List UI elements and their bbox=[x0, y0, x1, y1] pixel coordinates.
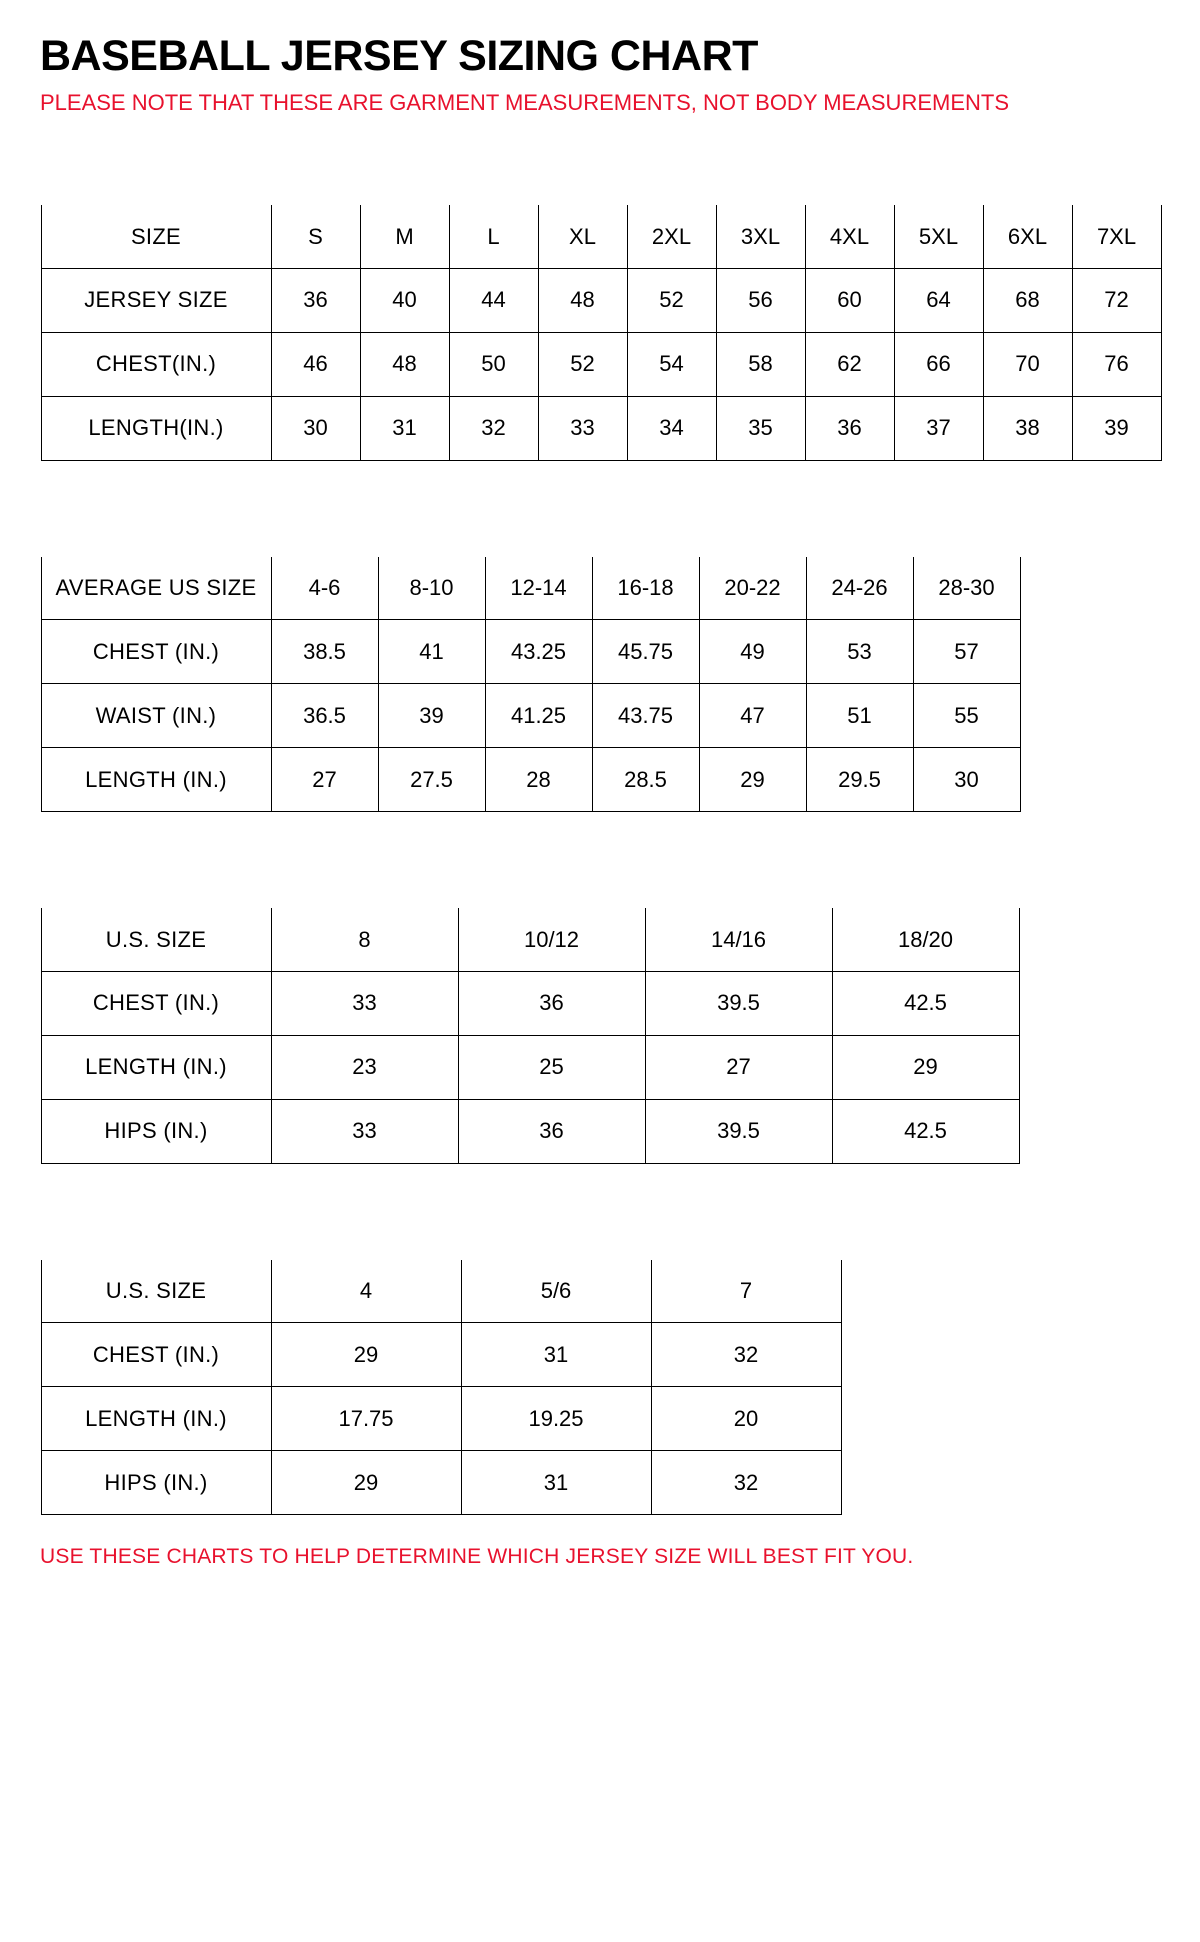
boys-size-yth-s: YTH S bbox=[271, 843, 458, 907]
womens-chest-m: 41 bbox=[378, 620, 485, 684]
mens-jersey-size-m: 40 bbox=[360, 268, 449, 332]
womens-table-body bbox=[41, 492, 1020, 812]
womens-size-4xl: 4XL bbox=[913, 492, 1020, 556]
preschool-header-row bbox=[41, 1195, 841, 1259]
boys-us-size-yth-m: 10/12 bbox=[458, 907, 645, 971]
womens-label: WOMEN’S bbox=[41, 492, 271, 556]
womens-length-l: 28 bbox=[485, 748, 592, 812]
mens-size-l: L bbox=[449, 204, 538, 268]
preschool-label: PRESCHOOL bbox=[41, 1195, 271, 1259]
mens-jersey-size-3xl: 56 bbox=[716, 268, 805, 332]
table-row bbox=[41, 1259, 841, 1323]
mens-jersey-size-4xl: 60 bbox=[805, 268, 894, 332]
womens-size-xl: XL bbox=[592, 492, 699, 556]
mens-size-6xl: 6XL bbox=[983, 204, 1072, 268]
preschool-hips-l: 32 bbox=[651, 1451, 841, 1515]
mens-sizing-table bbox=[40, 139, 1162, 461]
preschool-size-m: M bbox=[461, 1195, 651, 1259]
mens-length-s: 30 bbox=[271, 396, 360, 460]
mens-header-row bbox=[41, 204, 1161, 268]
mens-size-xl: XL bbox=[538, 204, 627, 268]
mens-jersey-size-l: 44 bbox=[449, 268, 538, 332]
mens-size-4xl: 4XL bbox=[805, 204, 894, 268]
womens-chest-l: 43.25 bbox=[485, 620, 592, 684]
boys-length-yth-l: 27 bbox=[645, 1035, 832, 1099]
womens-row-label-length: LENGTH (IN.) bbox=[41, 748, 271, 812]
womens-chest-3xl: 53 bbox=[806, 620, 913, 684]
womens-waist-2xl: 47 bbox=[699, 684, 806, 748]
boys-chest-yth-xl: 42.5 bbox=[832, 971, 1019, 1035]
boys-label: BOYS bbox=[41, 843, 271, 907]
womens-chest-2xl: 49 bbox=[699, 620, 806, 684]
table-row bbox=[41, 1451, 841, 1515]
preschool-chest-s: 29 bbox=[271, 1323, 461, 1387]
boys-length-yth-m: 25 bbox=[458, 1035, 645, 1099]
mens-jersey-size-s: 36 bbox=[271, 268, 360, 332]
womens-waist-3xl: 51 bbox=[806, 684, 913, 748]
footer-note: USE THESE CHARTS TO HELP DETERMINE WHICH JERSEY SIZE WILL BEST FIT YOU. bbox=[40, 1545, 914, 1569]
womens-size-l: L bbox=[485, 492, 592, 556]
womens-chest-s: 38.5 bbox=[271, 620, 378, 684]
mens-length-m: 31 bbox=[360, 396, 449, 460]
mens-chest-l: 50 bbox=[449, 332, 538, 396]
mens-length-3xl: 35 bbox=[716, 396, 805, 460]
table-row bbox=[41, 268, 1161, 332]
preschool-length-m: 19.25 bbox=[461, 1387, 651, 1451]
preschool-us-size-s: 4 bbox=[271, 1259, 461, 1323]
mens-size-2xl: 2XL bbox=[627, 204, 716, 268]
table-row bbox=[41, 332, 1161, 396]
boys-chest-yth-m: 36 bbox=[458, 971, 645, 1035]
boys-us-size-yth-xl: 18/20 bbox=[832, 907, 1019, 971]
mens-row-label-length: LENGTH(IN.) bbox=[41, 396, 271, 460]
mens-size-7xl: 7XL bbox=[1072, 204, 1161, 268]
mens-table-body bbox=[41, 140, 1161, 460]
preschool-chest-l: 32 bbox=[651, 1323, 841, 1387]
boys-us-size-yth-s: 8 bbox=[271, 907, 458, 971]
mens-chest-s: 46 bbox=[271, 332, 360, 396]
preschool-row-label-hips: HIPS (IN.) bbox=[41, 1451, 271, 1515]
table-row bbox=[41, 1099, 1019, 1163]
table-row bbox=[41, 748, 1020, 812]
boys-table-body bbox=[41, 843, 1019, 1163]
table-row bbox=[41, 396, 1161, 460]
mens-length-6xl: 38 bbox=[983, 396, 1072, 460]
womens-sizing-table bbox=[40, 491, 1021, 813]
mens-chest-3xl: 58 bbox=[716, 332, 805, 396]
womens-us-size-xl: 16-18 bbox=[592, 556, 699, 620]
womens-us-size-m: 8-10 bbox=[378, 556, 485, 620]
womens-chest-xl: 45.75 bbox=[592, 620, 699, 684]
mens-chest-5xl: 66 bbox=[894, 332, 983, 396]
womens-waist-m: 39 bbox=[378, 684, 485, 748]
boys-length-yth-xl: 29 bbox=[832, 1035, 1019, 1099]
boys-hips-yth-m: 36 bbox=[458, 1099, 645, 1163]
table-row bbox=[41, 1387, 841, 1451]
mens-length-7xl: 39 bbox=[1072, 396, 1161, 460]
mens-size-label: SIZE bbox=[41, 204, 271, 268]
preschool-hips-s: 29 bbox=[271, 1451, 461, 1515]
preschool-row-label-chest: CHEST (IN.) bbox=[41, 1323, 271, 1387]
mens-row-label-chest: CHEST(IN.) bbox=[41, 332, 271, 396]
preschool-length-s: 17.75 bbox=[271, 1387, 461, 1451]
womens-length-2xl: 29 bbox=[699, 748, 806, 812]
boys-header-row bbox=[41, 843, 1019, 907]
table-row bbox=[41, 620, 1020, 684]
preschool-row-label-us-size: U.S. SIZE bbox=[41, 1259, 271, 1323]
mens-chest-7xl: 76 bbox=[1072, 332, 1161, 396]
mens-length-4xl: 36 bbox=[805, 396, 894, 460]
preschool-row-label-length: LENGTH (IN.) bbox=[41, 1387, 271, 1451]
womens-header-row bbox=[41, 492, 1020, 556]
mens-jersey-size-xl: 48 bbox=[538, 268, 627, 332]
table-row bbox=[41, 684, 1020, 748]
mens-chest-m: 48 bbox=[360, 332, 449, 396]
boys-size-yth-m: YTH M bbox=[458, 843, 645, 907]
womens-row-label-chest: CHEST (IN.) bbox=[41, 620, 271, 684]
table-row bbox=[41, 1035, 1019, 1099]
womens-waist-l: 41.25 bbox=[485, 684, 592, 748]
womens-waist-s: 36.5 bbox=[271, 684, 378, 748]
womens-waist-4xl: 55 bbox=[913, 684, 1020, 748]
mens-size-m: M bbox=[360, 204, 449, 268]
womens-size-2xl: 2XL bbox=[699, 492, 806, 556]
womens-us-size-2xl: 20-22 bbox=[699, 556, 806, 620]
preschool-us-size-l: 7 bbox=[651, 1259, 841, 1323]
mens-jersey-size-5xl: 64 bbox=[894, 268, 983, 332]
table-row bbox=[41, 971, 1019, 1035]
mens-jersey-size-2xl: 52 bbox=[627, 268, 716, 332]
preschool-chest-m: 31 bbox=[461, 1323, 651, 1387]
boys-hips-yth-s: 33 bbox=[271, 1099, 458, 1163]
mens-size-5xl: 5XL bbox=[894, 204, 983, 268]
table-row bbox=[41, 1323, 841, 1387]
boys-row-label-hips: HIPS (IN.) bbox=[41, 1099, 271, 1163]
mens-length-5xl: 37 bbox=[894, 396, 983, 460]
boys-row-label-us-size: U.S. SIZE bbox=[41, 907, 271, 971]
preschool-sizing-table bbox=[40, 1194, 842, 1516]
mens-length-l: 32 bbox=[449, 396, 538, 460]
womens-waist-xl: 43.75 bbox=[592, 684, 699, 748]
boys-size-yth-xl: YTH XL bbox=[832, 843, 1019, 907]
womens-size-m: M bbox=[378, 492, 485, 556]
boys-sizing-table bbox=[40, 842, 1020, 1164]
womens-us-size-s: 4-6 bbox=[271, 556, 378, 620]
preschool-size-s: S bbox=[271, 1195, 461, 1259]
boys-length-yth-s: 23 bbox=[271, 1035, 458, 1099]
boys-row-label-length: LENGTH (IN.) bbox=[41, 1035, 271, 1099]
womens-length-m: 27.5 bbox=[378, 748, 485, 812]
womens-size-3xl: 3XL bbox=[806, 492, 913, 556]
mens-length-2xl: 34 bbox=[627, 396, 716, 460]
womens-length-xl: 28.5 bbox=[592, 748, 699, 812]
mens-banner: MEN’S AUTHENTIC JERSEYS bbox=[41, 140, 1161, 204]
boys-hips-yth-l: 39.5 bbox=[645, 1099, 832, 1163]
womens-size-s: S bbox=[271, 492, 378, 556]
mens-length-xl: 33 bbox=[538, 396, 627, 460]
preschool-hips-m: 31 bbox=[461, 1451, 651, 1515]
womens-length-s: 27 bbox=[271, 748, 378, 812]
boys-hips-yth-xl: 42.5 bbox=[832, 1099, 1019, 1163]
womens-length-3xl: 29.5 bbox=[806, 748, 913, 812]
measurement-note: PLEASE NOTE THAT THESE ARE GARMENT MEASUREMENTS, NOT BODY MEASUREMENTS bbox=[40, 90, 1010, 116]
womens-row-label-waist: WAIST (IN.) bbox=[41, 684, 271, 748]
table-row bbox=[41, 907, 1019, 971]
boys-chest-yth-s: 33 bbox=[271, 971, 458, 1035]
preschool-us-size-m: 5/6 bbox=[461, 1259, 651, 1323]
table-row bbox=[41, 556, 1020, 620]
mens-jersey-size-6xl: 68 bbox=[983, 268, 1072, 332]
mens-chest-4xl: 62 bbox=[805, 332, 894, 396]
preschool-length-l: 20 bbox=[651, 1387, 841, 1451]
womens-row-label-average-us-size: AVERAGE US SIZE bbox=[41, 556, 271, 620]
boys-row-label-chest: CHEST (IN.) bbox=[41, 971, 271, 1035]
womens-us-size-l: 12-14 bbox=[485, 556, 592, 620]
preschool-size-l: L bbox=[651, 1195, 841, 1259]
page-title: BASEBALL JERSEY SIZING CHART bbox=[40, 32, 758, 80]
mens-jersey-size-7xl: 72 bbox=[1072, 268, 1161, 332]
mens-size-3xl: 3XL bbox=[716, 204, 805, 268]
mens-size-s: S bbox=[271, 204, 360, 268]
mens-banner-row bbox=[41, 140, 1161, 204]
womens-us-size-3xl: 24-26 bbox=[806, 556, 913, 620]
mens-row-label-jersey-size: JERSEY SIZE bbox=[41, 268, 271, 332]
preschool-table-body bbox=[41, 1195, 841, 1515]
boys-size-yth-l: YTH L bbox=[645, 843, 832, 907]
mens-chest-2xl: 54 bbox=[627, 332, 716, 396]
mens-chest-6xl: 70 bbox=[983, 332, 1072, 396]
boys-chest-yth-l: 39.5 bbox=[645, 971, 832, 1035]
mens-chest-xl: 52 bbox=[538, 332, 627, 396]
womens-chest-4xl: 57 bbox=[913, 620, 1020, 684]
boys-us-size-yth-l: 14/16 bbox=[645, 907, 832, 971]
womens-length-4xl: 30 bbox=[913, 748, 1020, 812]
womens-us-size-4xl: 28-30 bbox=[913, 556, 1020, 620]
